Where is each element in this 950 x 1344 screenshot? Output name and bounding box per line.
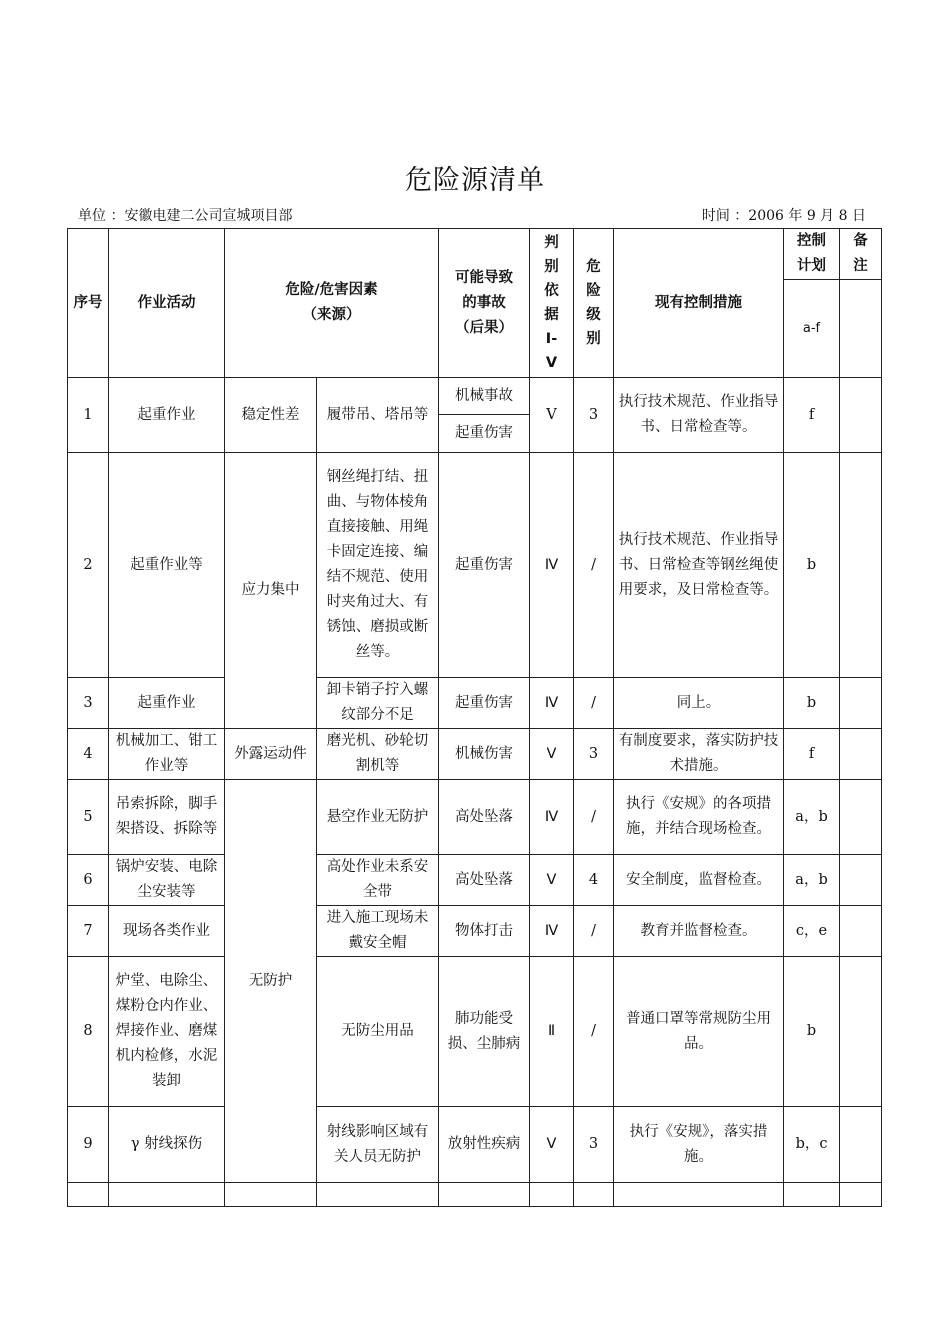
row-4-seq: 4 — [68, 729, 109, 780]
row-2-plan: b — [784, 453, 840, 678]
row-9-plan: b，c — [784, 1107, 840, 1183]
row-1-basis: Ⅴ — [530, 378, 574, 453]
header-seq: 序号 — [68, 229, 109, 378]
row-8-activity: 炉堂、电除尘、煤粉仓内作业、焊接作业、磨煤机内检修，水泥装卸 — [109, 957, 225, 1107]
row-9-basis: Ⅴ — [530, 1107, 574, 1183]
row-7-measures: 教育并监督检查。 — [614, 906, 784, 957]
row-8-plan: b — [784, 957, 840, 1107]
empty-cell — [840, 1183, 882, 1207]
row-5-activity: 吊索拆除，脚手架搭设、拆除等 — [109, 780, 225, 855]
row-2-level: / — [574, 453, 614, 678]
row-6-source: 高处作业未系安全带 — [317, 855, 439, 906]
row-1-source: 履带吊、塔吊等 — [317, 378, 439, 453]
row-3-basis: Ⅳ — [530, 678, 574, 729]
row-9-measures: 执行《安规》，落实措施。 — [614, 1107, 784, 1183]
row-3-source: 卸卡销子拧入螺纹部分不足 — [317, 678, 439, 729]
row-5-level: / — [574, 780, 614, 855]
row-1-activity: 起重作业 — [109, 378, 225, 453]
empty-cell — [109, 1183, 225, 1207]
row-7-level: / — [574, 906, 614, 957]
row-2-measures: 执行技术规范、作业指导书、日常检查等钢丝绳使用要求，及日常检查等。 — [614, 453, 784, 678]
row-8-level: / — [574, 957, 614, 1107]
row-2-seq: 2 — [68, 453, 109, 678]
empty-cell — [317, 1183, 439, 1207]
row-1-level: 3 — [574, 378, 614, 453]
row-1-measures: 执行技术规范、作业指导书、日常检查等。 — [614, 378, 784, 453]
header-plan-sub: a-f — [784, 280, 840, 378]
row-3-remark — [840, 678, 882, 729]
empty-cell — [439, 1183, 530, 1207]
row-7-basis: Ⅳ — [530, 906, 574, 957]
empty-cell — [530, 1183, 574, 1207]
row-4-remark — [840, 729, 882, 780]
row-4-level: 3 — [574, 729, 614, 780]
row-5-basis: Ⅳ — [530, 780, 574, 855]
row-9-remark — [840, 1107, 882, 1183]
unit-label: 单位 ：安徽电建二公司宣城项目部 — [78, 208, 293, 224]
row-7-seq: 7 — [68, 906, 109, 957]
row-1-accident: 机械事故 — [439, 378, 530, 415]
row-4-basis: Ⅴ — [530, 729, 574, 780]
row-6-plan: a，b — [784, 855, 840, 906]
row-6-activity: 锅炉安装、电除尘安装等 — [109, 855, 225, 906]
row-5-source: 悬空作业无防护 — [317, 780, 439, 855]
empty-cell — [68, 1183, 109, 1207]
row-5-factor: 无防护 — [225, 780, 317, 1183]
row-6-accident: 高处坠落 — [439, 855, 530, 906]
empty-cell — [225, 1183, 317, 1207]
hazard-table — [67, 228, 882, 1207]
row-8-remark — [840, 957, 882, 1107]
row-8-accident: 肺功能受损、尘肺病 — [439, 957, 530, 1107]
empty-row — [68, 1183, 882, 1207]
row-1-seq: 1 — [68, 378, 109, 453]
header-hazard: 危险/危害因素（来源） — [225, 229, 439, 378]
row-9-source: 射线影响区域有关人员无防护 — [317, 1107, 439, 1183]
header-measures: 现有控制措施 — [614, 229, 784, 378]
row-2-source: 钢丝绳打结、扭曲、与物体棱角直接接触、用绳卡固定连接、编结不规范、使用时夹角过大、有锈蚀、磨损或断丝等。 — [317, 453, 439, 678]
header-level: 危险级别 — [574, 229, 614, 378]
header-accident: 可能导致的事故（后果） — [439, 229, 530, 378]
row-3-level: / — [574, 678, 614, 729]
document-title: 危险源清单 — [405, 165, 545, 196]
row-6-seq: 6 — [68, 855, 109, 906]
row-2-factor: 应力集中 — [225, 453, 317, 729]
row-3-measures: 同上。 — [614, 678, 784, 729]
row-7-source: 进入施工现场未戴安全帽 — [317, 906, 439, 957]
row-1-remark — [840, 378, 882, 453]
row-5-accident: 高处坠落 — [439, 780, 530, 855]
row-9-activity: γ 射线探伤 — [109, 1107, 225, 1183]
row-3-activity: 起重作业 — [109, 678, 225, 729]
row-6-measures: 安全制度，监督检查。 — [614, 855, 784, 906]
row-1-factor: 稳定性差 — [225, 378, 317, 453]
row-8-source: 无防尘用品 — [317, 957, 439, 1107]
row-6-level: 4 — [574, 855, 614, 906]
remark-cell — [840, 280, 882, 378]
row-9-level: 3 — [574, 1107, 614, 1183]
row-2-remark — [840, 453, 882, 678]
row-7-plan: c，e — [784, 906, 840, 957]
row-4-accident: 机械伤害 — [439, 729, 530, 780]
time-label: 时间 ：2006 年 9 月 8 日 — [701, 208, 866, 224]
row-8-basis: Ⅱ — [530, 957, 574, 1107]
row-4-source: 磨光机、砂轮切割机等 — [317, 729, 439, 780]
row-4-plan: f — [784, 729, 840, 780]
row-5-seq: 5 — [68, 780, 109, 855]
row-9-accident: 放射性疾病 — [439, 1107, 530, 1183]
empty-cell — [574, 1183, 614, 1207]
row-2-basis: Ⅳ — [530, 453, 574, 678]
row-9-seq: 9 — [68, 1107, 109, 1183]
row-5-remark — [840, 780, 882, 855]
header-activity: 作业活动 — [109, 229, 225, 378]
row-7-accident: 物体打击 — [439, 906, 530, 957]
row-1-accident-2: 起重伤害 — [439, 415, 530, 453]
row-5-measures: 执行《安规》的各项措施，并结合现场检查。 — [614, 780, 784, 855]
row-3-plan: b — [784, 678, 840, 729]
row-2-activity: 起重作业等 — [109, 453, 225, 678]
empty-cell — [614, 1183, 784, 1207]
row-8-seq: 8 — [68, 957, 109, 1107]
row-7-activity: 现场各类作业 — [109, 906, 225, 957]
row-7-remark — [840, 906, 882, 957]
row-1-plan: f — [784, 378, 840, 453]
row-6-remark — [840, 855, 882, 906]
row-3-accident: 起重伤害 — [439, 678, 530, 729]
header-plan: 控制计划 — [784, 229, 840, 280]
row-4-activity: 机械加工、钳工作业等 — [109, 729, 225, 780]
row-5-plan: a，b — [784, 780, 840, 855]
row-4-factor: 外露运动件 — [225, 729, 317, 780]
header-remark: 备注 — [840, 229, 882, 280]
row-6-basis: Ⅴ — [530, 855, 574, 906]
row-3-seq: 3 — [68, 678, 109, 729]
row-2-accident: 起重伤害 — [439, 453, 530, 678]
header-basis: 判别依据Ⅰ-Ⅴ — [530, 229, 574, 378]
empty-cell — [784, 1183, 840, 1207]
row-8-measures: 普通口罩等常规防尘用品。 — [614, 957, 784, 1107]
row-4-measures: 有制度要求，落实防护技术措施。 — [614, 729, 784, 780]
